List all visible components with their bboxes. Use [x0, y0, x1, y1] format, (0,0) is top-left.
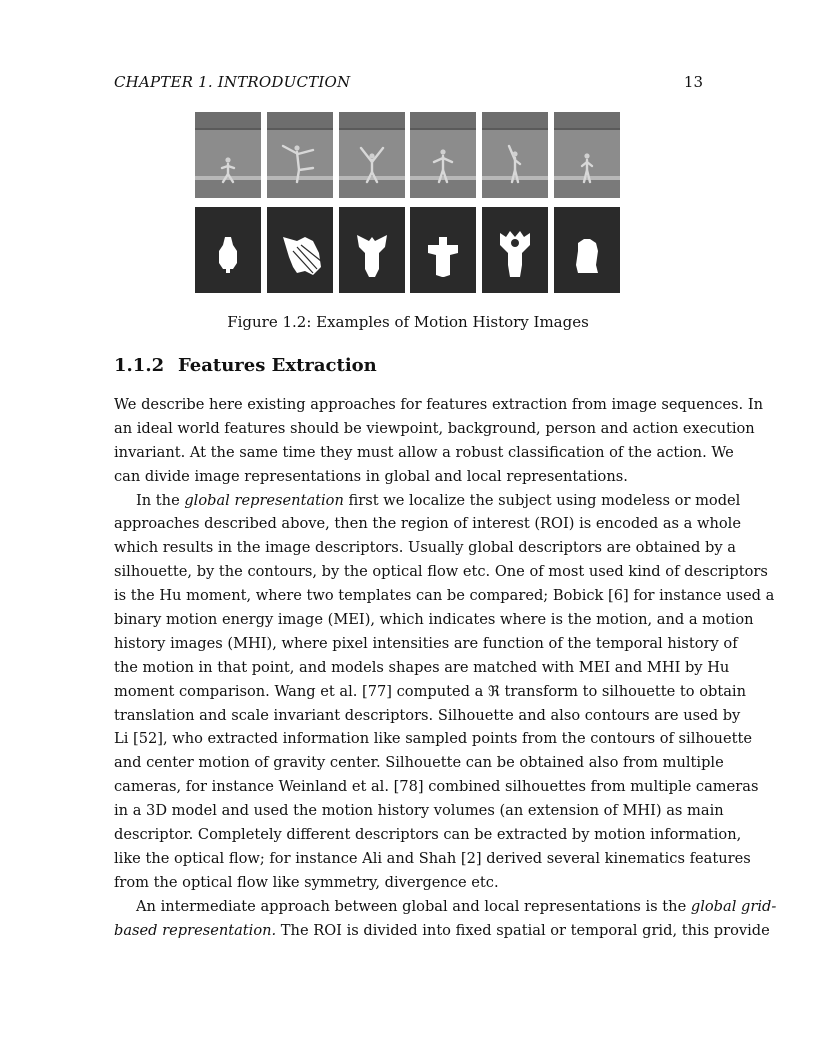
text-line: the motion in that point, and models shapes are matched with MEI and MHI by Hu — [114, 658, 730, 676]
text-line: history images (MHI), where pixel intensities are function of the temporal history of — [114, 634, 738, 652]
section-heading — [114, 355, 377, 376]
text-line: like the optical flow; for instance Ali and Shah [2] derived several kinematics features — [114, 849, 751, 867]
video-frame-thumbnail — [482, 112, 548, 198]
mhi-silhouette-thumbnail — [339, 207, 405, 293]
text-line: An intermediate approach between global and local representations is the global grid- — [136, 897, 777, 915]
paragraph — [114, 489, 775, 895]
video-frame-thumbnail — [339, 112, 405, 198]
text-line: is the Hu moment, where two templates can be compared; Bobick [6] for instance used a — [114, 587, 775, 605]
text-line: moment comparison. Wang et al. [77] computed a ℜ transform to silhouette to obtain — [114, 682, 746, 700]
text-line: binary motion energy image (MEI), which indicates where is the motion, and a motion — [114, 611, 754, 629]
text-line: cameras, for instance Weinland et al. [78] combined silhouettes from multiple cameras — [114, 778, 759, 796]
text-line: silhouette, by the contours, by the optical flow etc. One of most used kind of descriptors — [114, 563, 768, 581]
text-line: invariant. At the same time they must allow a robust classification of the action. We — [114, 443, 734, 461]
video-frame-thumbnail — [554, 112, 620, 198]
mhi-silhouette-thumbnail — [267, 207, 333, 293]
text-line: descriptor. Completely different descriptors can be extracted by motion information, — [114, 826, 742, 844]
running-header — [114, 73, 704, 93]
figure-motion-history-images — [195, 112, 620, 294]
mhi-silhouette-thumbnail — [482, 207, 548, 293]
text-line: Li [52], who extracted information like sampled points from the contours of silhouette — [114, 730, 752, 748]
text-line: which results in the image descriptors. Usually global descriptors are obtained by a — [114, 539, 736, 557]
text-line: an ideal world features should be viewpoint, background, person and action execution — [114, 419, 755, 437]
text-line: in a 3D model and used the motion history volumes (an extension of MHI) as main — [114, 802, 724, 820]
mhi-silhouette-thumbnail — [554, 207, 620, 293]
mhi-silhouette-thumbnail — [195, 207, 261, 293]
text-line: and center motion of gravity center. Silhouette can be obtained also from multiple — [114, 754, 724, 772]
video-frame-thumbnail — [267, 112, 333, 198]
text-line: from the optical flow like symmetry, divergence etc. — [114, 873, 499, 891]
text-line: based representation. The ROI is divided into fixed spatial or temporal grid, this provide — [114, 921, 770, 939]
paragraph — [114, 393, 763, 489]
body-text — [114, 393, 777, 942]
text-line: In the global representation first we localize the subject using modeless or model — [136, 491, 741, 509]
mhi-silhouette-thumbnail — [410, 207, 476, 293]
page-number: 13 — [683, 73, 703, 91]
figure-caption: Figure 1.2: Examples of Motion History Images — [227, 313, 589, 331]
section-number: 1.1.2 — [114, 355, 165, 376]
emphasis: global grid- — [690, 897, 777, 915]
text-line: can divide image representations in global and local representations. — [114, 467, 628, 485]
text-line: We describe here existing approaches for features extraction from image sequences. In — [114, 396, 763, 413]
emphasis: based representation. — [114, 921, 277, 939]
video-frame-thumbnail — [195, 112, 261, 198]
text-line: approaches described above, then the region of interest (ROI) is encoded as a whole — [114, 515, 741, 533]
section-title: Features Extraction — [178, 355, 377, 376]
emphasis: global representation — [184, 491, 344, 509]
video-frame-thumbnail — [410, 112, 476, 198]
paragraph — [114, 895, 777, 943]
text-line: translation and scale invariant descriptors. Silhouette and also contours are used by — [114, 706, 741, 724]
chapter-title: CHAPTER 1. INTRODUCTION — [114, 73, 351, 91]
